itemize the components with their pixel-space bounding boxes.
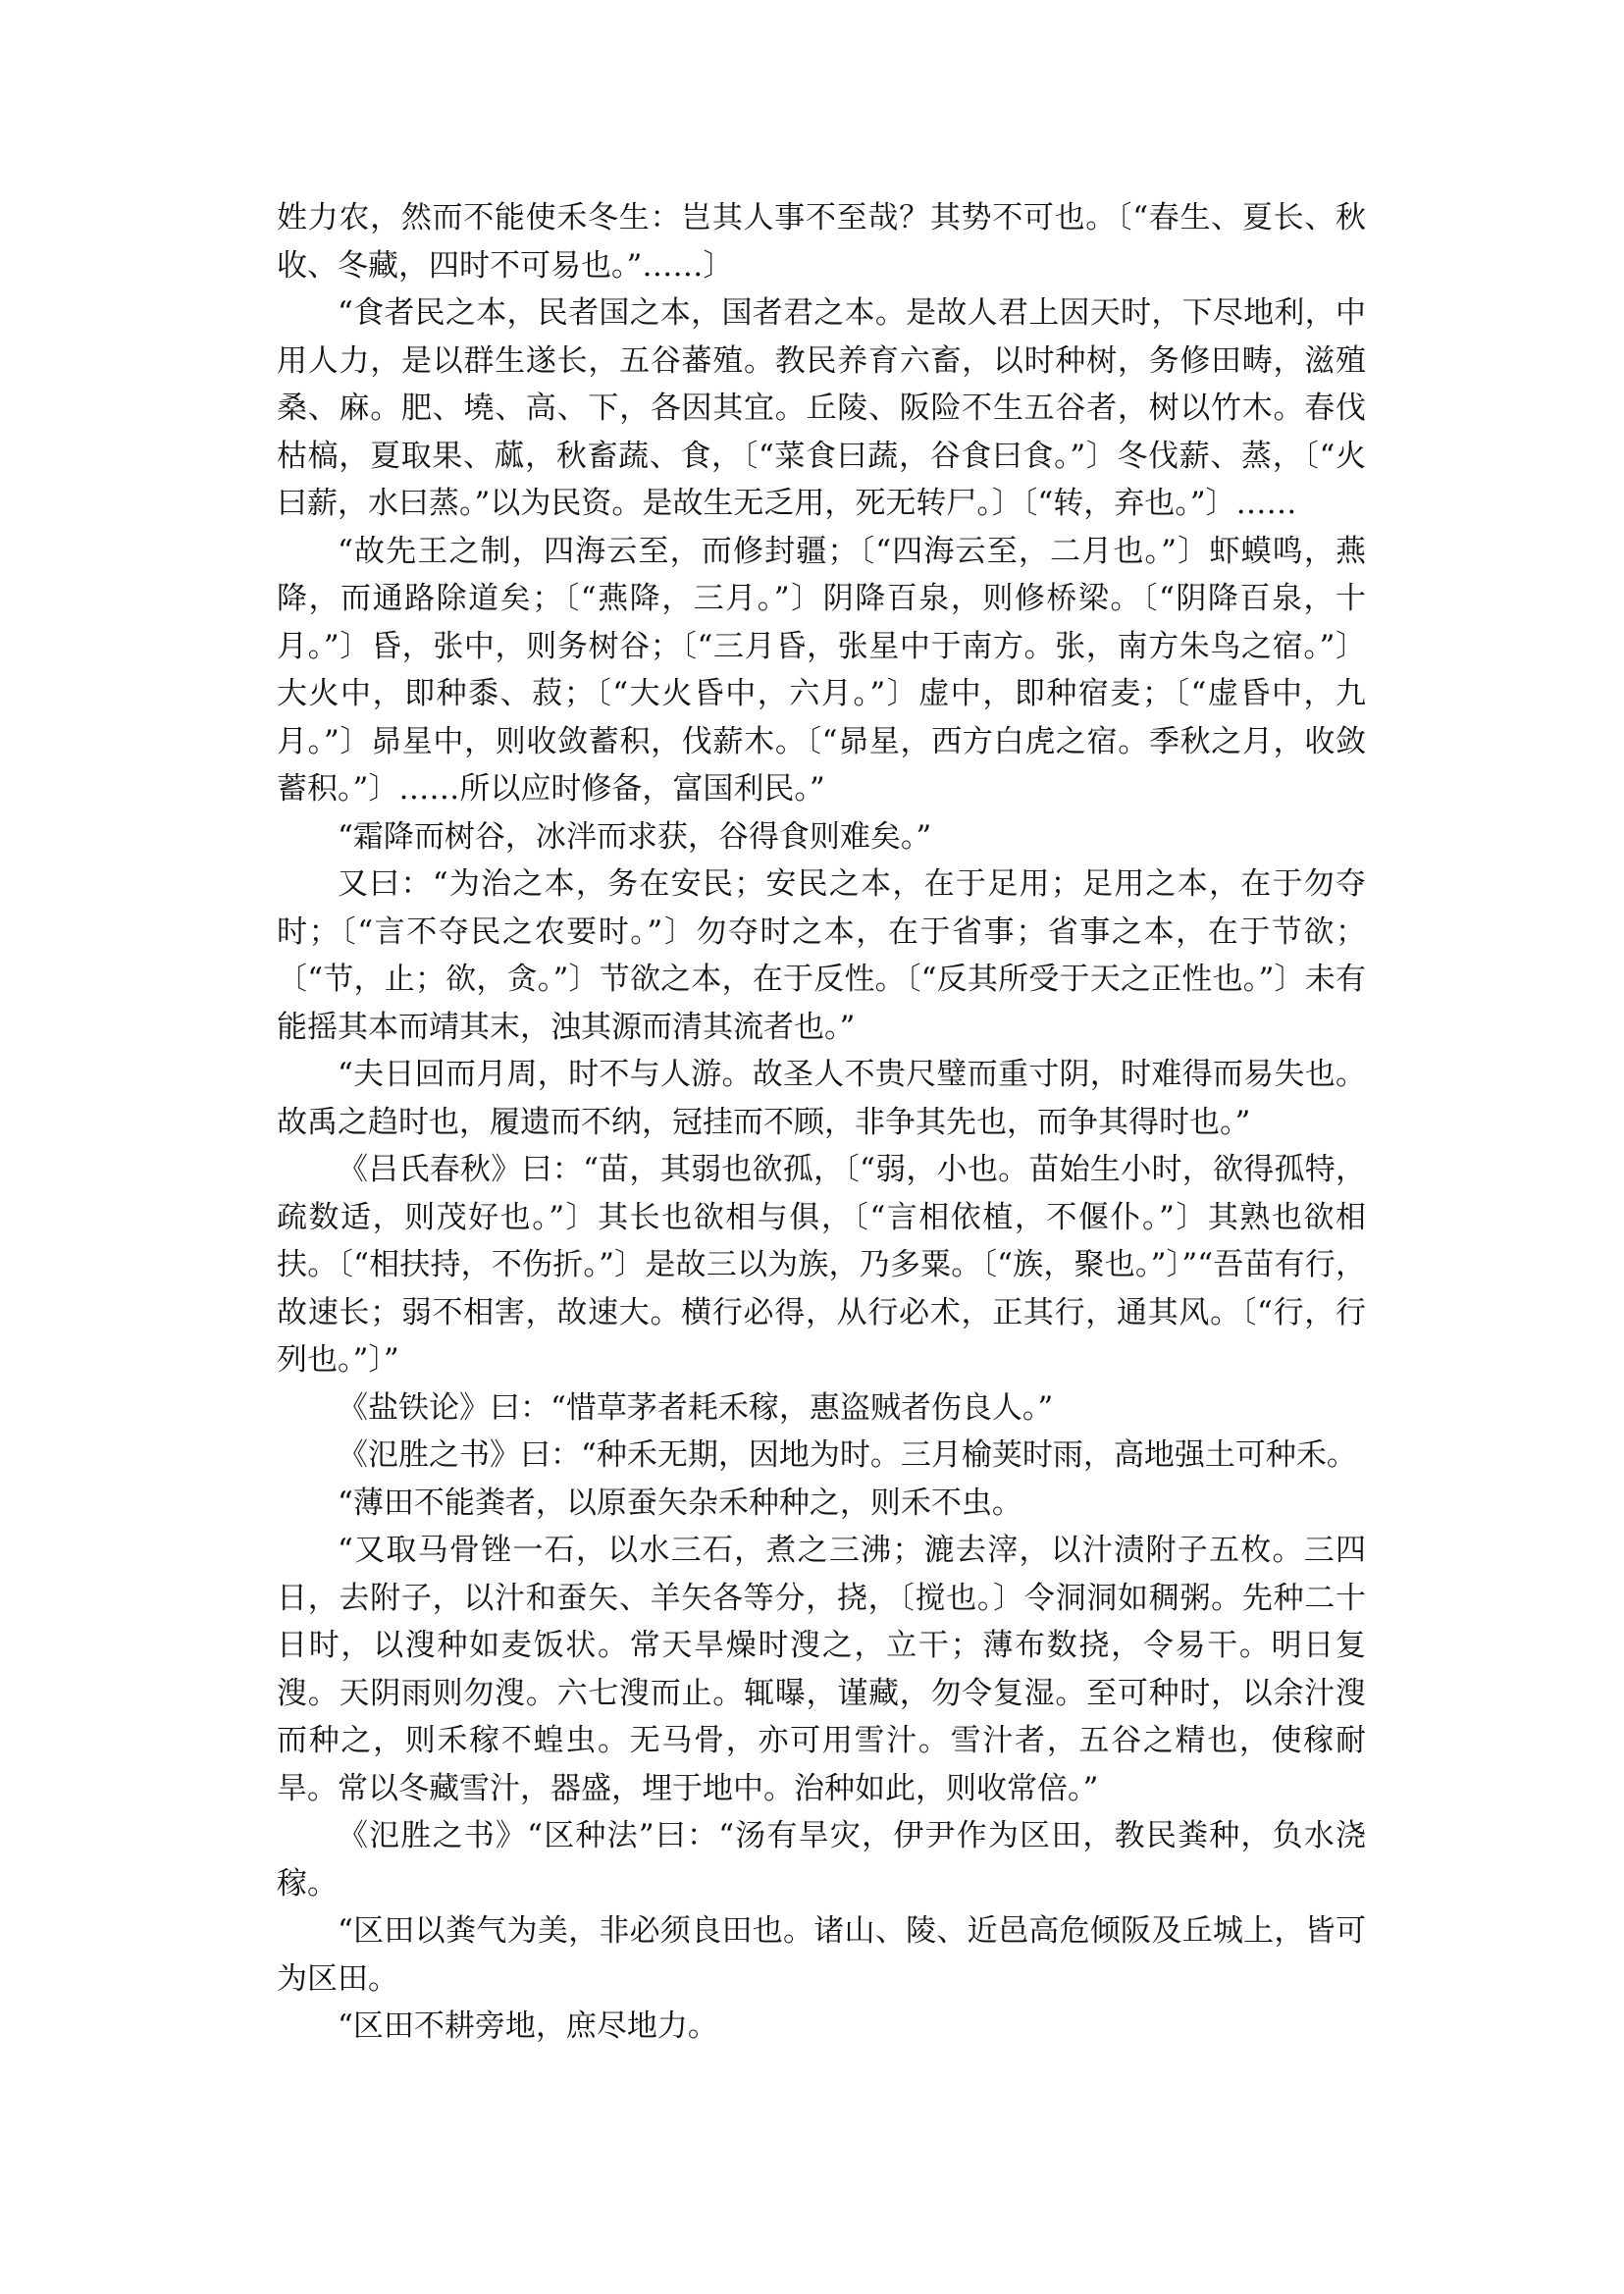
paragraph-9: 《氾胜之书》曰：“种禾无期，因地为时。三月榆荚时雨，高地强土可种禾。 [338, 1437, 1357, 1473]
paragraph-11: “又取马骨锉一石，以水三石，煮之三沸；漉去滓，以汁渍附子五枚。三四日，去附子，以汁和蚕矢、羊矢各等分，挠，〔搅也。〕令洞洞如稠粥。先种二十日时，以溲种如麦饭状。常天旱燥时溲之，立干；薄布数挠，令易干。明日复溲。天阴雨则勿溲。六七溲而止。辄曝，谨藏，勿令复湿。至可种时，以余汁溲而种之，则禾稼不蝗虫。无马骨，亦可用雪汁。雪汁者，五谷之精也，使稼耐旱。常以冬藏雪汁，器盛，埋于地中。治种如此，则收常倍。” [277, 1533, 1366, 1806]
paragraph-3: “故先王之制，四海云至，而修封疆；〔“四海云至，二月也。”〕虾蟆鸣，燕降，而通路除道矣；〔“燕降，三月。”〕阴降百泉，则修桥梁。〔“阴降百泉，十月。”〕昏，张中，则务树谷；〔“三月昏，张星中于南方。张，南方朱鸟之宿。”〕大火中，即种黍、菽；〔“大火昏中，六月。”〕虚中，即种宿麦；〔“虚昏中，九月。”〕昴星中，则收敛蓄积，伐薪木。〔“昴星，西方白虎之宿。季秋之月，收敛蓄积。”〕……所以应时修备，富国利民。” [277, 533, 1366, 807]
paragraph-14: “区田不耕旁地，庶尽地力。 [338, 2008, 718, 2044]
paragraph-7: 《吕氏春秋》曰：“苗，其弱也欲孤，〔“弱，小也。苗始生小时，欲得孤特，疏数适，则茂好也。”〕其长也欲相与俱，〔“言相依植，不偃仆。”〕其熟也欲相扶。〔“相扶持，不伤折。”〕是故三以为族，乃多粟。〔“族，聚也。”〕”“吾苗有行，故速长；弱不相害，故速大。横行必得，从行必术，正其行，通其风。〔“行，行列也。”〕” [277, 1152, 1366, 1378]
paragraph-2: “食者民之本，民者国之本，国者君之本。是故人君上因天时，下尽地利，中用人力，是以群生遂长，五谷蕃殖。教民养育六畜，以时种树，务修田畴，滋殖桑、麻。肥、墝、高、下，各因其宜。丘陵、阪险不生五谷者，树以竹木。春伐枯槁，夏取果、蓏，秋畜蔬、食，〔“菜食曰蔬，谷食曰食。”〕冬伐薪、蒸，〔“火曰薪，水曰蒸。”以为民资。是故生无乏用，死无转尸。〕〔“转，弃也。”〕…… [277, 295, 1366, 521]
paragraph-5: 又曰：“为治之本，务在安民；安民之本，在于足用；足用之本，在于勿夺时；〔“言不夺民之农要时。”〕勿夺时之本，在于省事；省事之本，在于节欲；〔“节，止；欲，贪。”〕节欲之本，在于反性。〔“反其所受于天之正性也。”〕未有能摇其本而靖其末，浊其源而清其流者也。” [277, 866, 1366, 1045]
paragraph-10: “薄田不能粪者，以原蚕矢杂禾种种之，则禾不虫。 [338, 1485, 1022, 1521]
paragraph-1: 姓力农，然而不能使禾冬生：岂其人事不至哉？其势不可也。〔“春生、夏长、秋收、冬藏，四时不可易也。”……〕 [277, 200, 1366, 284]
paragraph-12: 《氾胜之书》“区种法”曰：“汤有旱灾，伊尹作为区田，教民粪种，负水浇稼。 [277, 1818, 1366, 1902]
document-page [277, 194, 1366, 2051]
paragraph-6: “夫日回而月周，时不与人游。故圣人不贵尺璧而重寸阴，时难得而易失也。故禹之趋时也，履遗而不纳，冠挂而不顾，非争其先也，而争其得时也。” [277, 1057, 1366, 1140]
paragraph-8: 《盐铁论》曰：“惜草茅者耗禾稼，惠盗贼者伤良人。” [338, 1389, 1054, 1426]
paragraph-13: “区田以粪气为美，非必须良田也。诸山、陵、近邑高危倾阪及丘城上，皆可为区田。 [277, 1913, 1366, 1997]
paragraph-4: “霜降而树谷，冰泮而求获，谷得食则难矣。” [338, 818, 932, 855]
